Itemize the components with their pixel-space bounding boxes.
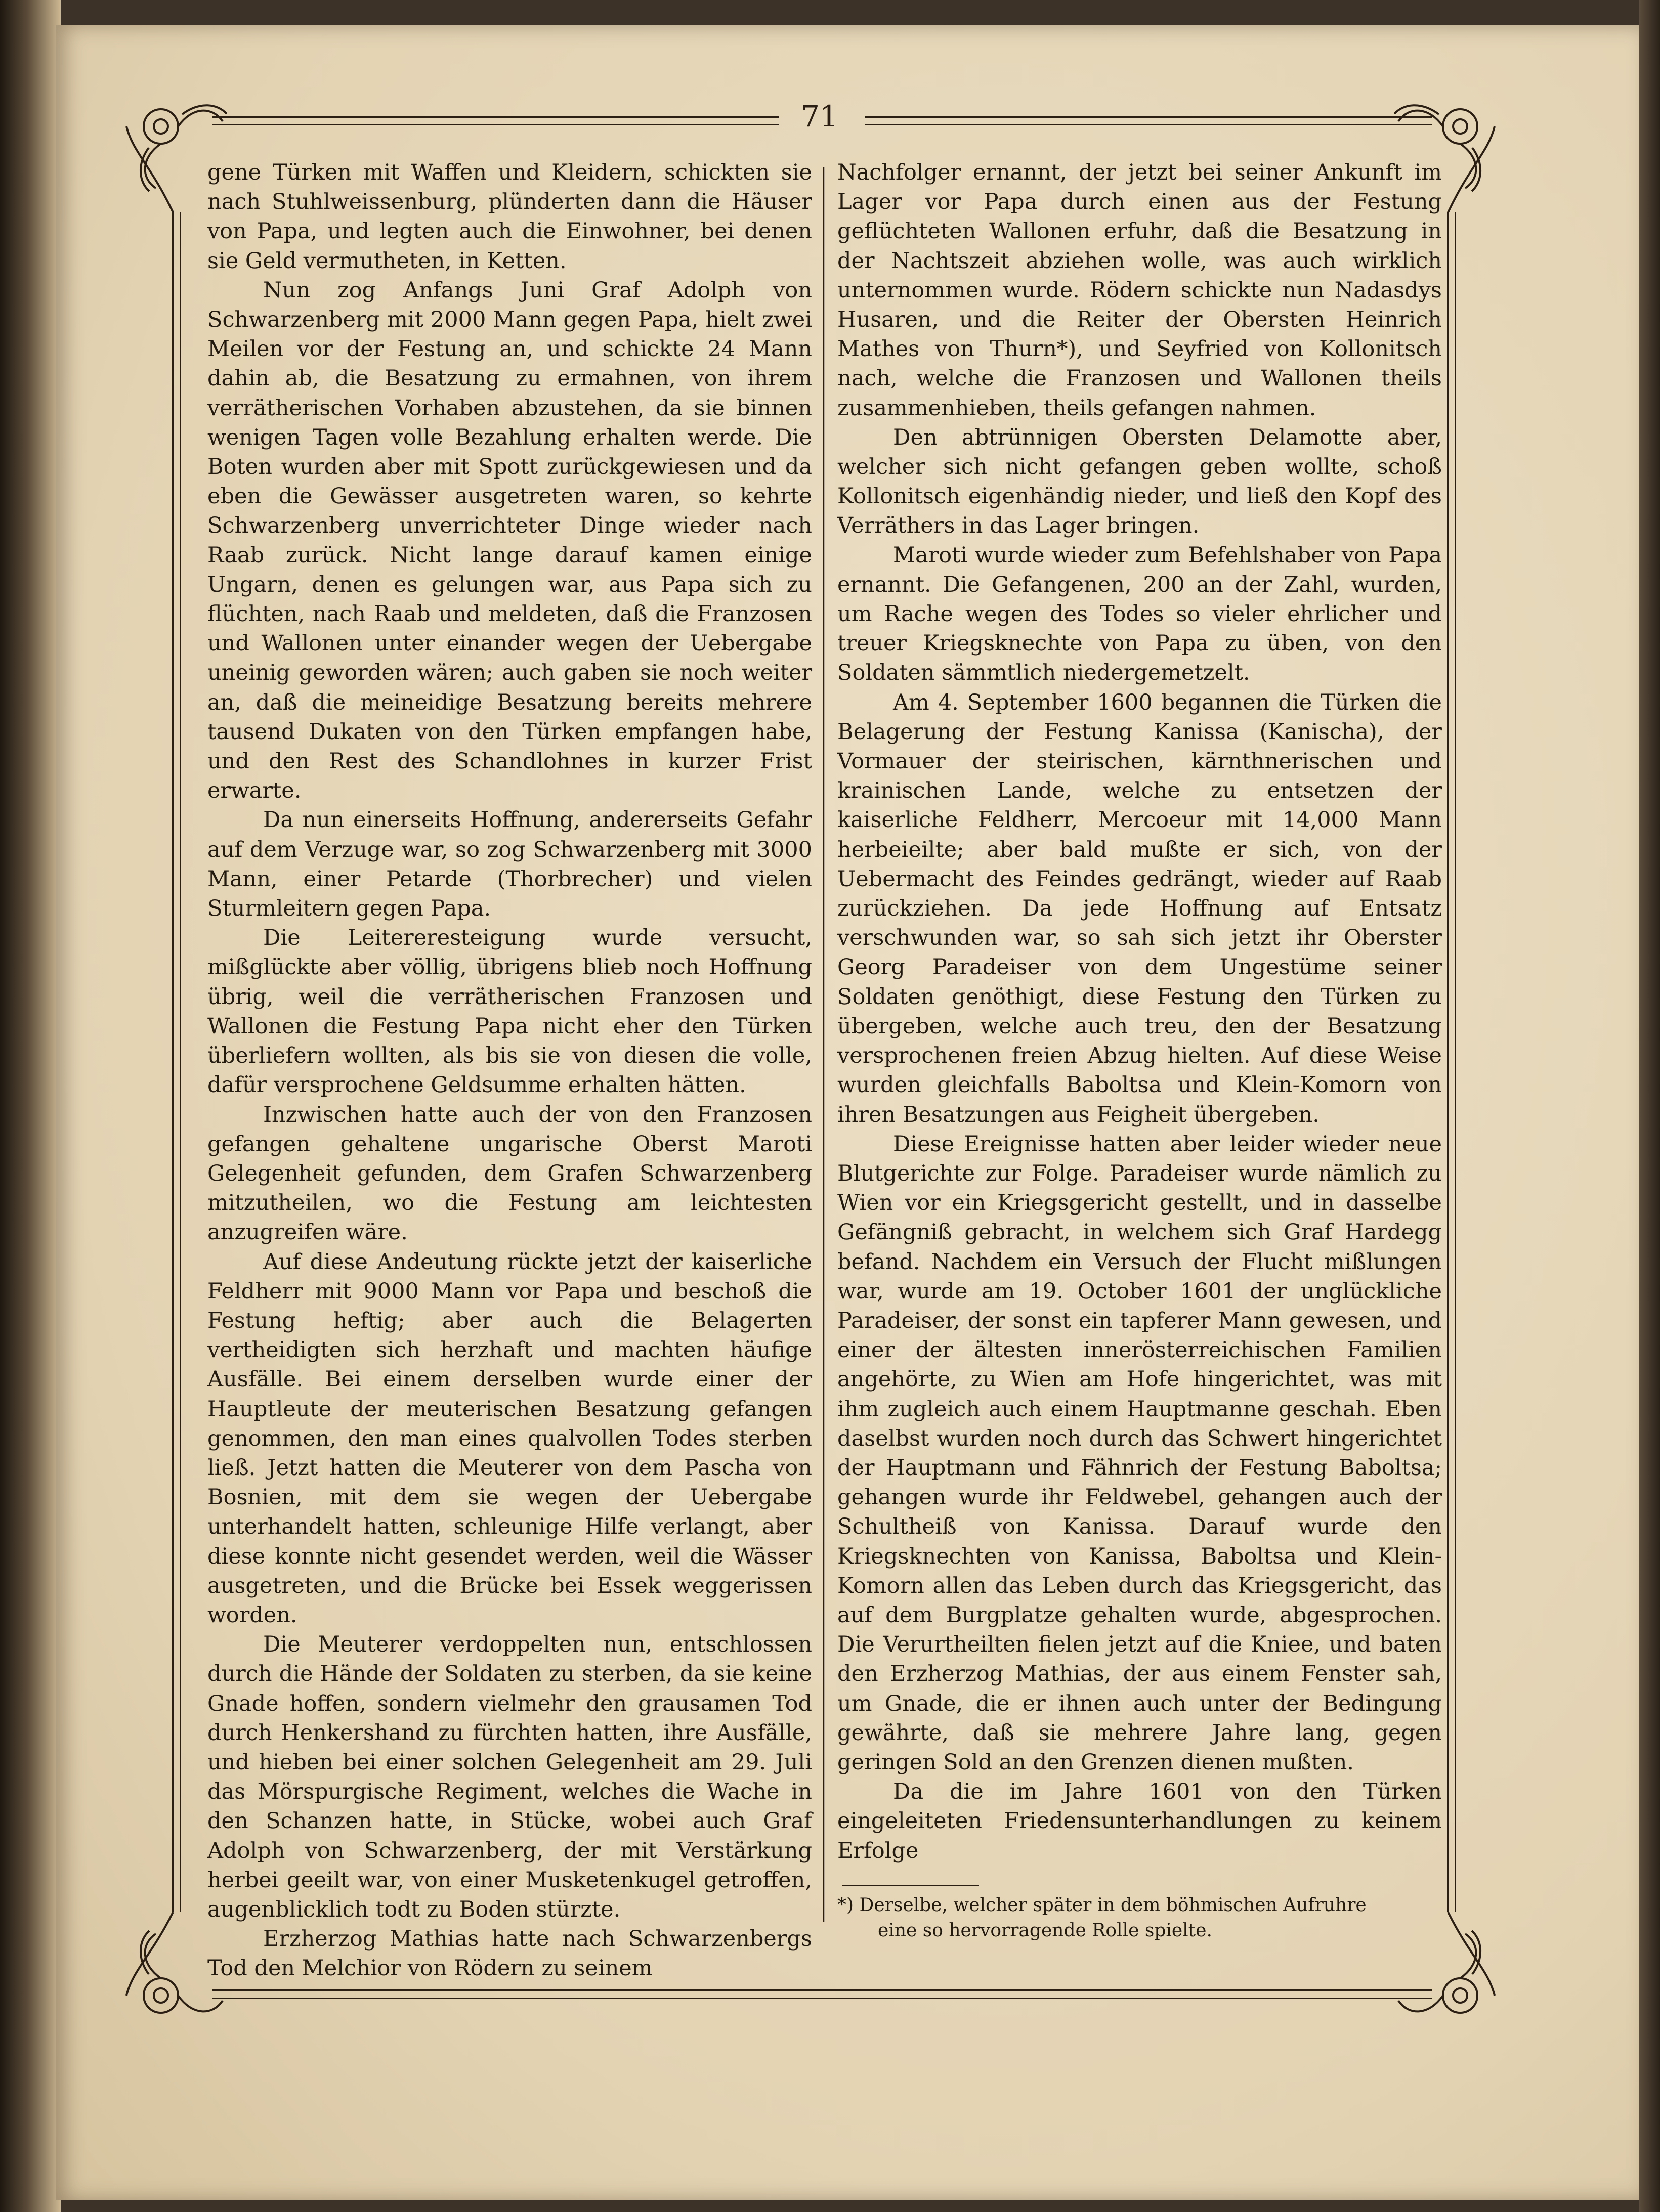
paragraph: Die Leitereresteigung wurde versucht, mißglückte aber völlig, übrigens blieb noch Hoffnung übrig, weil die verrätherischen Franzosen und Wallonen die Festung Papa nicht eher den Türken überliefern wollten, als bis sie von diesen die volle, dafür versprochene Geldsumme erhalten hätten. (207, 925, 812, 1098)
left-text-column (207, 158, 812, 1981)
paragraph: Den abtrünnigen Obersten Delamotte aber, welcher sich nicht gefangen geben wollte, schoß Kollonitsch eigenhändig nieder, und ließ den Kopf des Verräthers in das Lager bringen. (837, 424, 1442, 539)
page-edge (1639, 0, 1660, 2212)
paragraph: Auf diese Andeutung rückte jetzt der kaiserliche Feldherr mit 9000 Mann vor Papa und beschoß die Festung heftig; aber auch die Belagerten vertheidigten sich herzhaft und machten häufige Ausfälle. Bei einem derselben wurde einer der Hauptleute der meuterischen Besatzung gefangen genommen, den man eines qualvollen Todes sterben ließ. Jetzt hatten die Meuterer von dem Pascha von Bosnien, mit dem sie wegen der Uebergabe unterhandelt hatten, schleunige Hilfe verlangt, aber diese konnte nicht gesendet werden, weil die Wässer ausgetreten, und die Brücke bei Essek weggerissen worden. (207, 1249, 812, 1628)
paragraph: Inzwischen hatte auch der von den Franzosen gefangen gehaltene ungarische Oberst Maroti Gelegenheit gefunden, dem Grafen Schwarzenberg mitzutheilen, wo die Festung am leichtesten anzugreifen wäre. (207, 1102, 812, 1245)
paragraph: Diese Ereignisse hatten aber leider wieder neue Blutgerichte zur Folge. Paradeiser wurde nämlich zu Wien vor ein Kriegsgericht gestellt, und in dasselbe Gefängniß gebracht, in welchem sich Graf Hardegg befand. Nachdem ein Versuch der Flucht mißlungen war, wurde am 19. October 1601 der unglückliche Paradeiser, der sonst ein tapferer Mann gewesen, und einer der ältesten innerösterreichischen Familien angehörte, zu Wien am Hofe hingerichtet, was mit ihm zugleich auch einem Hauptmanne geschah. Eben daselbst wurden noch durch das Schwert hingerichtet der Hauptmann und Fähnrich der Festung Baboltsa; gehangen wurde ihr Feldwebel, gehangen auch der Schultheiß von Kanissa. Darauf wurde den Kriegsknechten von Kanissa, Baboltsa und Klein-Komorn allen das Leben durch das Kriegsgericht, das auf dem Burgplatze gehalten wurde, abgesprochen. Die Verurtheilten fielen jetzt auf die Kniee, und baten den Erzherzog Mathias, der aus einem Fenster sah, um Gnade, die er ihnen auch unter der Bedingung gewährte, daß sie mehrere Jahre lang, gegen geringen Sold an den Grenzen dienen mußten. (837, 1131, 1442, 1775)
paragraph: Erzherzog Mathias hatte nach Schwarzenbergs Tod den Melchior von Rödern zu seinem (207, 1926, 812, 1981)
paragraph: Am 4. September 1600 begannen die Türken die Belagerung der Festung Kanissa (Kanischa), der Vormauer der steirischen, kärnthnerischen und krainischen Lande, welche zu entsetzen der kaiserliche Feldherr, Mercoeur mit 14,000 Mann herbeieilte; aber bald mußte er sich, von der Uebermacht des Feindes gedrängt, wieder auf Raab zurückziehen. Da jede Hoffnung auf Entsatz verschwunden war, so sah sich jetzt ihr Oberster Georg Paradeiser von dem Ungestüme seiner Soldaten genöthigt, diese Festung den Türken zu übergeben, welche auch treu, den der Besatzung versprochenen freien Abzug hielten. Auf diese Weise wurden gleichfalls Baboltsa und Klein-Komorn von ihren Besatzungen aus Feigheit übergeben. (837, 689, 1442, 1127)
paragraph: gene Türken mit Waffen und Kleidern, schickten sie nach Stuhlweissenburg, plünderten dann die Häuser von Papa, und legten auch die Einwohner, bei denen sie Geld vermutheten, in Ketten. (207, 160, 812, 274)
footnote-rule (842, 1885, 979, 1886)
right-text-column (837, 158, 1442, 1873)
paragraph: Maroti wurde wieder zum Befehlshaber von Papa ernannt. Die Gefangenen, 200 an der Zahl, wurden, um Rache wegen des Todes so vieler ehrlicher und treuer Kriegsknechte von Papa zu üben, von den Soldaten sämmtlich niedergemetzelt. (837, 542, 1442, 686)
paragraph: Die Meuterer verdoppelten nun, entschlossen durch die Hände der Soldaten zu sterben, da sie keine Gnade hoffen, sondern vielmehr den grausamen Tod durch Henkershand zu fürchten hatten, ihre Ausfälle, und hieben bei einer solchen Gelegenheit am 29. Juli das Mörspurgische Regiment, welches die Wache in den Schanzen hatte, in Stücke, wobei auch Graf Adolph von Schwarzenberg, der mit Verstärkung herbei geeilt war, von einer Musketenkugel getroffen, augenblicklich todt zu Boden stürzte. (207, 1632, 812, 1922)
paragraph: Nun zog Anfangs Juni Graf Adolph von Schwarzenberg mit 2000 Mann gegen Papa, hielt zwei Meilen vor der Festung an, und schickte 24 Mann dahin ab, die Besatzung zu ermahnen, von ihrem verrätherischen Vorhaben abzustehen, da sie binnen wenigen Tagen volle Bezahlung erhalten werde. Die Boten wurden aber mit Spott zurückgewiesen und da eben die Gewässer ausgetreten waren, so kehrte Schwarzenberg unverrichteter Dinge wieder nach Raab zurück. Nicht lange darauf kamen einige Ungarn, denen es gelungen war, aus Papa sich zu flüchten, nach Raab und meldeten, daß die Franzosen und Wallonen unter einander wegen der Uebergabe uneinig geworden wären; auch gaben sie noch weiter an, daß die meineidige Besatzung bereits mehrere tausend Dukaten von den Türken empfangen habe, und den Rest des Schandlohnes in kurzer Frist erwarte. (207, 277, 812, 804)
paragraph: Da die im Jahre 1601 von den Türken eingeleiteten Friedensunterhandlungen zu keinem Erfolge (837, 1779, 1442, 1863)
footnote-line: eine so hervorragende Rolle spielte. (878, 1920, 1212, 1941)
paragraph: Nachfolger ernannt, der jetzt bei seiner Ankunft im Lager vor Papa durch einen aus der Festung geflüchteten Wallonen erfuhr, daß die Besatzung in der Nachtszeit abziehen wolle, was auch wirklich unternommen wurde. Rödern schickte nun Nadasdys Husaren, und die Reiter der Obersten Heinrich Mathes von Thurn*), und Seyfried von Kollonitsch nach, welche die Franzosen und Wallonen theils zusammenhieben, theils gefangen nahmen. (837, 160, 1442, 421)
footnote-line: *) Derselbe, welcher später in dem böhmischen Aufruhre (837, 1895, 1367, 1916)
page-number: 71 (801, 99, 838, 134)
footnote (837, 1893, 1419, 1943)
paragraph: Da nun einerseits Hoffnung, andererseits Gefahr auf dem Verzuge war, so zog Schwarzenberg mit 3000 Mann, einer Petarde (Thorbrecher) und vielen Sturmleitern gegen Papa. (207, 807, 812, 922)
book-spine (0, 0, 61, 2212)
